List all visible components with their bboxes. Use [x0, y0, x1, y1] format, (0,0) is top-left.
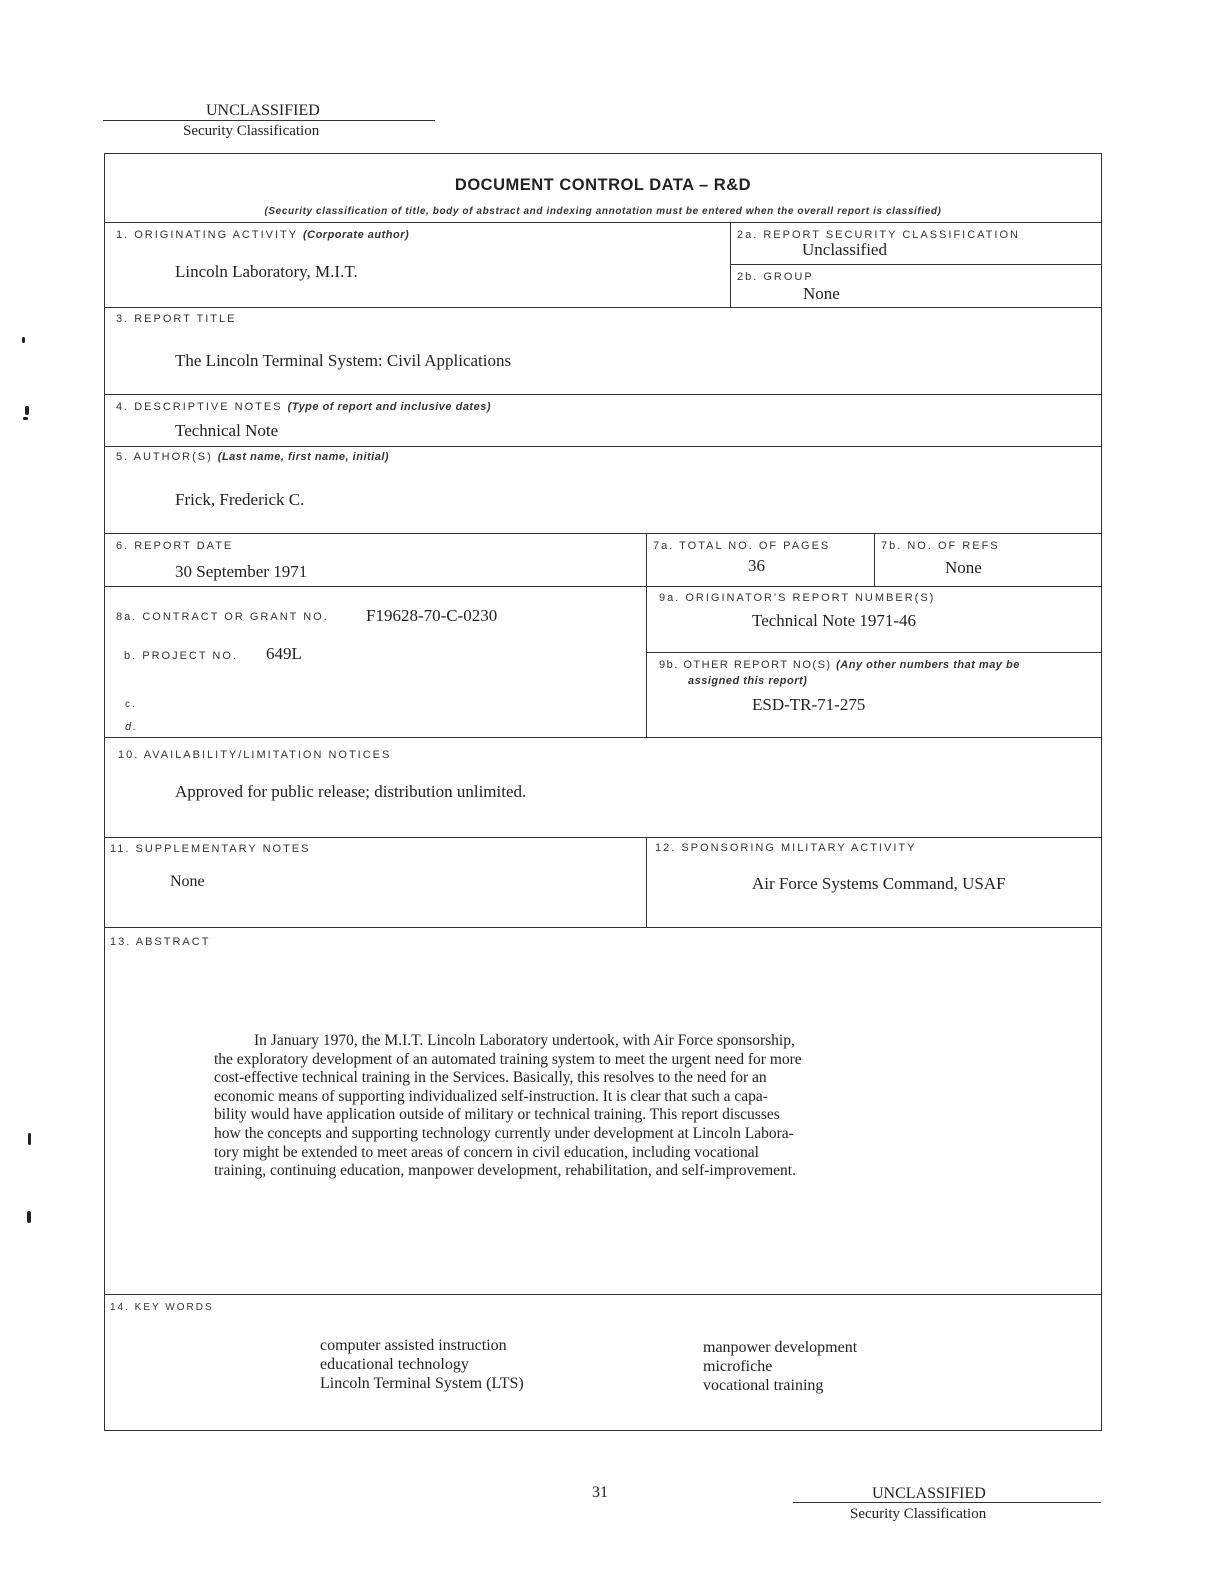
key-word: manpower development	[703, 1339, 858, 1356]
report-security-label: 2a. REPORT SECURITY CLASSIFICATION	[737, 229, 1020, 241]
col-divider	[646, 837, 647, 927]
report-security-value: Unclassified	[802, 240, 887, 259]
authors-value: Frick, Frederick C.	[175, 490, 305, 509]
row-divider	[104, 446, 1102, 447]
row-divider	[104, 1294, 1102, 1295]
row-divider	[104, 927, 1102, 928]
abstract-line: bility would have application outside of military or technical training. This report discusses	[214, 1106, 780, 1124]
contract-label: 8a. CONTRACT OR GRANT NO.	[116, 611, 329, 623]
availability-value: Approved for public release; distribution unlimited.	[175, 782, 527, 801]
scan-artifact	[22, 337, 25, 343]
abstract-line: training, continuing education, manpower development, rehabilitation, and self-improvement.	[214, 1162, 796, 1180]
group-label: 2b. GROUP	[737, 271, 814, 283]
abstract-line: In January 1970, the M.I.T. Lincoln Laboratory undertook, with Air Force sponsorship,	[254, 1032, 795, 1049]
abstract-line: economic means of supporting individualized self-instruction. It is clear that such a capa-	[214, 1087, 768, 1105]
key-word: Lincoln Terminal System (LTS)	[320, 1375, 524, 1392]
footer-classification-label: Security Classification	[850, 1506, 987, 1522]
footer-classification: UNCLASSIFIED	[872, 1485, 986, 1502]
other-report-value: ESD-TR-71-275	[752, 695, 866, 714]
row-divider	[104, 837, 1102, 838]
total-pages-label: 7a. TOTAL NO. OF PAGES	[653, 540, 831, 552]
supplementary-label: 11. SUPPLEMENTARY NOTES	[110, 843, 311, 855]
row-divider	[104, 307, 1102, 308]
scan-artifact	[28, 1133, 31, 1145]
header-classification-label: Security Classification	[183, 123, 320, 139]
row-divider	[730, 264, 1102, 265]
scan-artifact	[27, 1211, 31, 1223]
row-divider	[104, 394, 1102, 395]
key-word: computer assisted instruction	[320, 1337, 507, 1354]
descriptive-notes-value: Technical Note	[175, 421, 279, 440]
abstract-label: 13. ABSTRACT	[110, 936, 211, 948]
num-refs-value: None	[945, 558, 982, 577]
report-title-label: 3. REPORT TITLE	[116, 313, 237, 325]
contract-value: F19628-70-C-0230	[366, 606, 498, 625]
originating-activity-label: 1. ORIGINATING ACTIVITY (Corporate author)	[116, 229, 410, 241]
item-d-label: d.	[125, 721, 139, 733]
abstract-line: tory might be extended to meet areas of concern in civil education, including vocational	[214, 1143, 759, 1161]
availability-label: 10. AVAILABILITY/LIMITATION NOTICES	[118, 749, 392, 761]
originator-report-label: 9a. ORIGINATOR'S REPORT NUMBER(S)	[659, 592, 936, 604]
item-c-label: c.	[125, 699, 137, 710]
scan-artifact	[25, 406, 29, 415]
descriptive-notes-label: 4. DESCRIPTIVE NOTES (Type of report and inclusive dates)	[116, 401, 491, 413]
key-word: microfiche	[703, 1358, 773, 1375]
row-divider	[104, 533, 1102, 534]
num-refs-label: 7b. NO. OF REFS	[881, 540, 1000, 552]
row-divider	[104, 737, 1102, 738]
form-instruction: (Security classification of title, body of abstract and indexing annotation must be entered when the overall report is classified)	[264, 206, 942, 217]
abstract-line: cost-effective technical training in the Services. Basically, this resolves to the need for an	[214, 1069, 767, 1087]
report-title-value: The Lincoln Terminal System: Civil Applications	[175, 351, 512, 370]
header-divider	[103, 120, 435, 121]
row-divider	[646, 652, 1102, 653]
key-word: educational technology	[320, 1356, 469, 1373]
originator-report-value: Technical Note 1971-46	[752, 611, 917, 630]
abstract-line: the exploratory development of an automated training system to meet the urgent need for more	[214, 1050, 802, 1068]
row-divider	[104, 222, 1102, 223]
report-date-value: 30 September 1971	[175, 562, 308, 581]
group-value: None	[803, 284, 840, 303]
col-divider	[874, 533, 875, 586]
project-value: 649L	[266, 644, 302, 663]
footer-divider	[793, 1502, 1101, 1503]
key-word: vocational training	[703, 1377, 824, 1394]
authors-label: 5. AUTHOR(S) (Last name, first name, initial)	[116, 451, 390, 463]
abstract-text	[214, 1032, 802, 1181]
report-date-label: 6. REPORT DATE	[116, 540, 234, 552]
originating-activity-value: Lincoln Laboratory, M.I.T.	[175, 262, 358, 281]
key-words-column-1	[320, 1336, 524, 1393]
key-words-label: 14. KEY WORDS	[110, 1302, 214, 1313]
header-classification: UNCLASSIFIED	[206, 102, 320, 119]
key-words-column-2	[703, 1338, 857, 1395]
col-divider	[730, 222, 731, 308]
form-title: DOCUMENT CONTROL DATA – R&D	[454, 176, 752, 194]
sponsoring-value: Air Force Systems Command, USAF	[752, 874, 1006, 893]
sponsoring-label: 12. SPONSORING MILITARY ACTIVITY	[655, 842, 917, 854]
supplementary-value: None	[170, 873, 205, 890]
other-report-label-note: assigned this report)	[688, 675, 808, 687]
total-pages-value: 36	[748, 556, 765, 575]
col-divider	[646, 533, 647, 737]
row-divider	[104, 586, 1102, 587]
scan-artifact	[23, 417, 28, 420]
project-label: b. PROJECT NO.	[124, 650, 238, 662]
page-number: 31	[592, 1484, 608, 1501]
abstract-line: how the concepts and supporting technology currently under development at Lincoln Labora-	[214, 1124, 794, 1142]
other-report-label: 9b. OTHER REPORT NO(S) (Any other numbers that may be	[659, 659, 1020, 671]
